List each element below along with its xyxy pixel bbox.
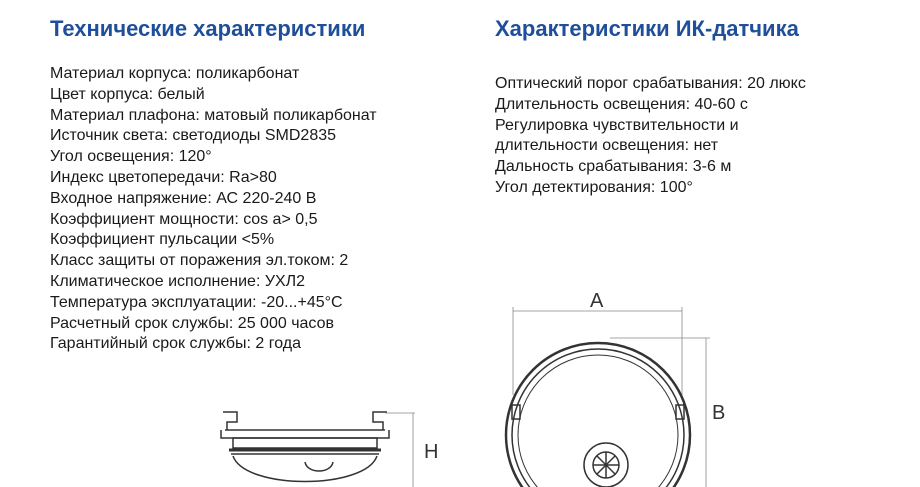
sensor-detection-angle: Угол детектирования: 100° [495, 178, 693, 196]
sensor-on-duration: Длительность освещения: 40-60 с [495, 95, 748, 113]
spec-operating-temperature: Температура эксплуатации: -20...+45°С [50, 293, 343, 311]
spec-warranty: Гарантийный срок службы: 2 года [50, 335, 302, 353]
sensor-light-threshold: Оптический порог срабатывания: 20 люкс [495, 75, 806, 92]
spec-ripple-factor: Коэффициент пульсации <5% [50, 231, 275, 249]
technical-specs-list [50, 64, 377, 355]
height-dimension-label: B [712, 402, 726, 424]
spec-diffuser-material: Материал плафона: матовый поликарбонат [50, 106, 377, 124]
spec-power-factor: Коэффициент мощности: cos a> 0,5 [50, 210, 318, 228]
spec-housing-material: Материал корпуса: поликарбонат [50, 65, 300, 82]
side-view-drawing [215, 400, 455, 487]
spec-protection-class: Класс защиты от поражения эл.током: 2 [50, 252, 349, 270]
spec-color-rendering-index: Индекс цветопередачи: Ra>80 [50, 168, 277, 186]
spec-housing-color: Цвет корпуса: белый [50, 85, 205, 103]
ir-sensor-specs-heading: Характеристики ИК-датчика [495, 16, 799, 41]
motion-sensor-icon [584, 443, 628, 487]
width-dimension-label: A [590, 290, 604, 312]
fixture-side-outline [221, 412, 389, 482]
spec-beam-angle: Угол освещения: 120° [50, 148, 212, 166]
spec-input-voltage: Входное напряжение: АС 220-240 В [50, 189, 317, 207]
height-dimension-lines [385, 413, 415, 487]
spec-service-life: Расчетный срок службы: 25 000 часов [50, 314, 334, 332]
sensor-detection-range: Дальность срабатывания: 3-6 м [495, 158, 732, 176]
top-view-drawing [500, 285, 740, 487]
ir-sensor-specs-list [495, 74, 806, 199]
technical-specs-heading: Технические характеристики [50, 16, 366, 41]
spec-climate-version: Климатическое исполнение: УХЛ2 [50, 272, 306, 290]
sensor-adjustment-line2: длительности освещения: нет [495, 137, 719, 155]
spec-light-source: Источник света: светодиоды SMD2835 [50, 127, 337, 145]
sensor-adjustment-line1: Регулировка чувствительности и [495, 116, 739, 134]
height-dimension-label: H [424, 441, 439, 463]
